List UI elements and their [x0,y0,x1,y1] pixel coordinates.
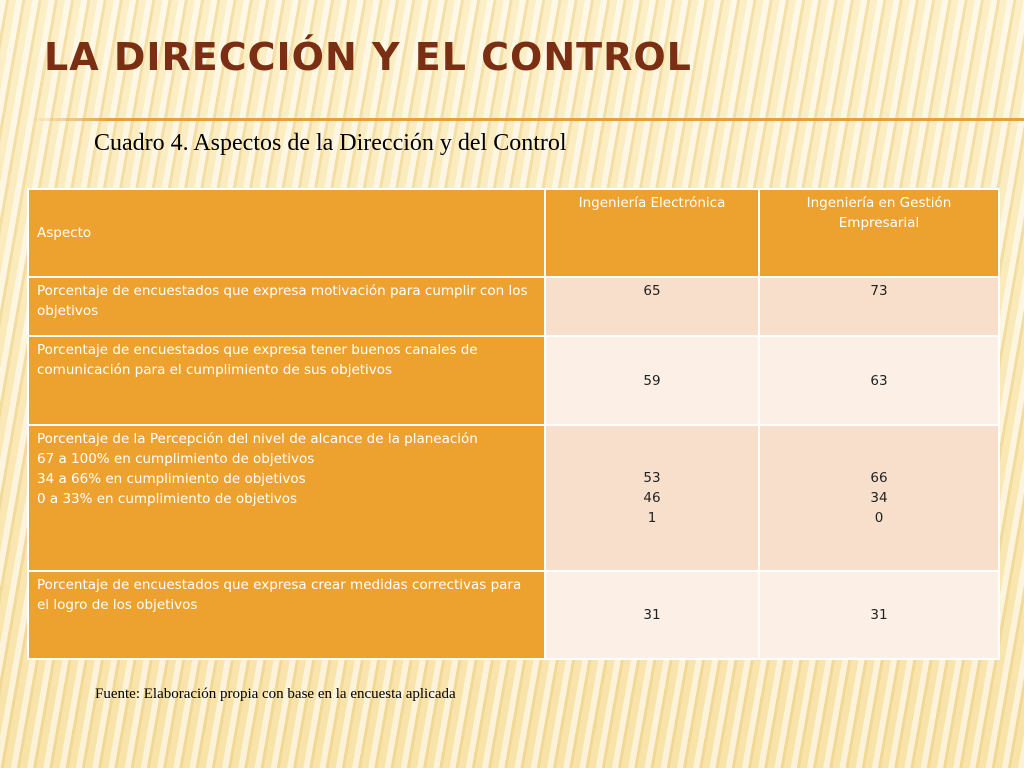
header-aspect: Aspecto [28,189,545,277]
table-row [28,571,999,659]
header-ingenieria-electronica: Ingeniería Electrónica [545,189,759,277]
planeacion-range-high: 67 a 100% en cumplimiento de objetivos [37,451,315,467]
row-label-medidas-correctivas: Porcentaje de encuestados que expresa crear medidas correctivas para el logro de los objetivos [28,571,545,659]
value-electronica [545,425,759,571]
title-divider [30,118,1024,121]
value-high: 66 [870,470,888,486]
value-gestion [759,425,999,571]
value-high: 53 [643,470,661,486]
planeacion-range-mid: 34 a 66% en cumplimiento de objetivos [37,471,306,487]
table-row [28,277,999,336]
header-ingenieria-gestion-empresarial: Ingeniería en Gestión Empresarial [759,189,999,277]
aspects-table [27,188,1000,660]
value-mid: 46 [643,490,661,506]
table-row [28,425,999,571]
value-low: 0 [874,510,884,526]
row-label-planeacion [28,425,545,571]
table-header-row [28,189,999,277]
value-electronica: 65 [545,277,759,336]
value-gestion: 31 [759,571,999,659]
slide-title: LA DIRECCIÓN Y EL CONTROL [44,35,692,79]
value-gestion: 73 [759,277,999,336]
planeacion-title: Porcentaje de la Percepción del nivel de alcance de la planeación [37,431,478,447]
value-gestion: 63 [759,336,999,425]
table-row [28,336,999,425]
source-note: Fuente: Elaboración propia con base en la encuesta aplicada [95,686,456,702]
row-label-canales: Porcentaje de encuestados que expresa tener buenos canales de comunicación para el cumplimiento de sus objetivos [28,336,545,425]
value-electronica: 31 [545,571,759,659]
planeacion-range-low: 0 a 33% en cumplimiento de objetivos [37,491,298,507]
value-low: 1 [647,510,657,526]
value-mid: 34 [870,490,888,506]
table-caption: Cuadro 4. Aspectos de la Dirección y del Control [94,130,567,156]
value-electronica: 59 [545,336,759,425]
row-label-motivacion: Porcentaje de encuestados que expresa motivación para cumplir con los objetivos [28,277,545,336]
